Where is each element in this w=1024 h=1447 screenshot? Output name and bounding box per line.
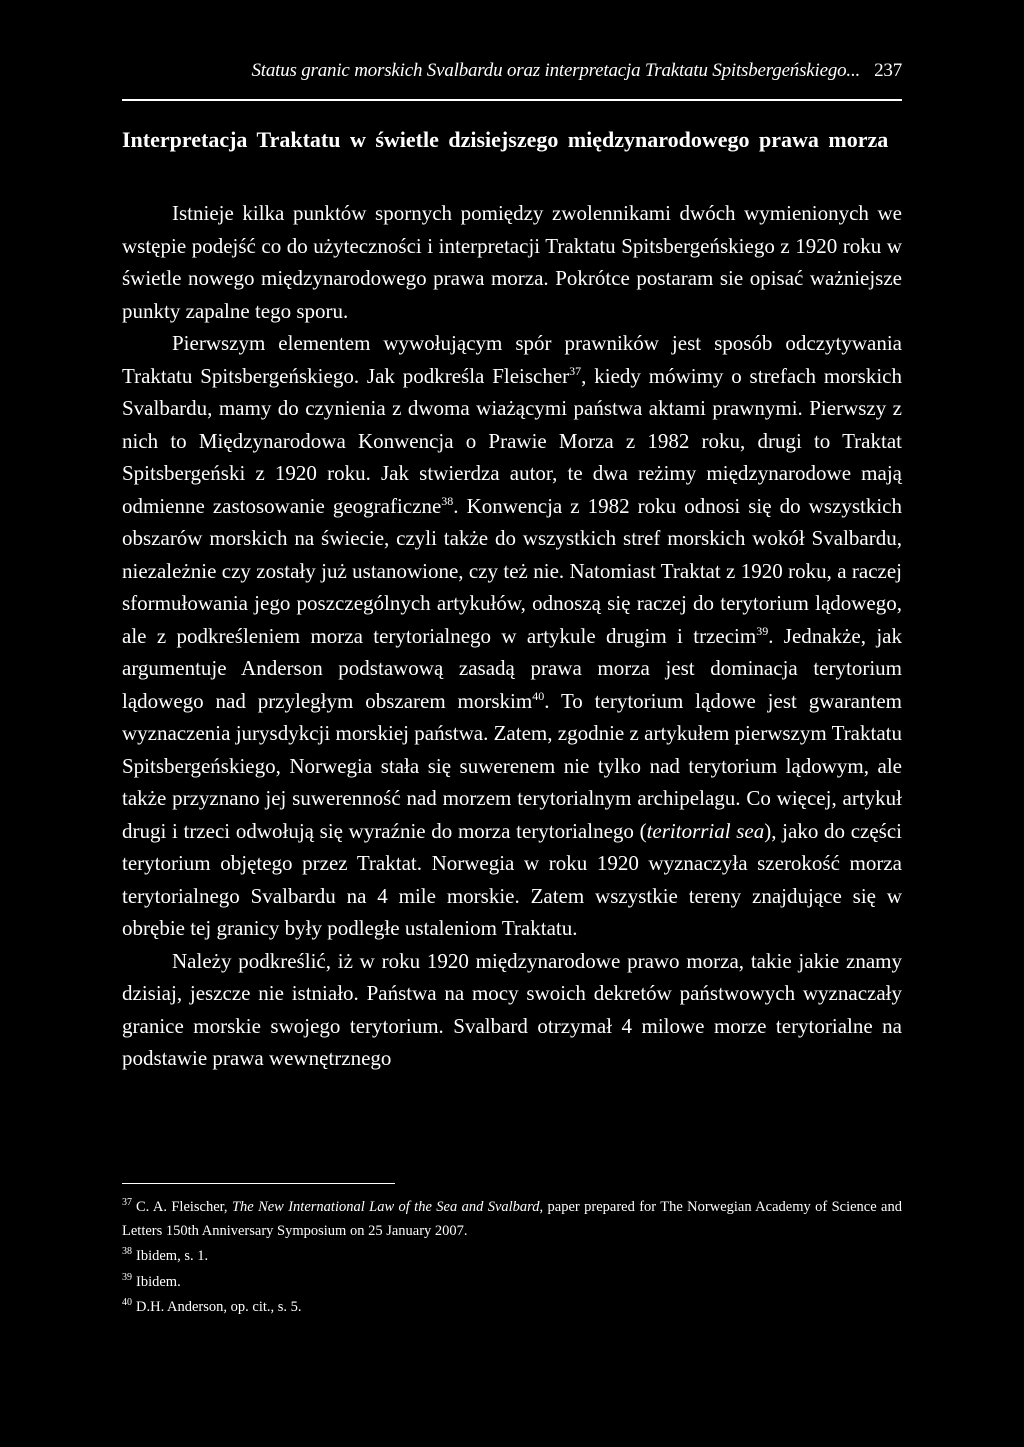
footnote-text: C. A. Fleischer, bbox=[136, 1199, 232, 1215]
footnote bbox=[122, 1245, 902, 1269]
footnote-number: 39 bbox=[122, 1271, 132, 1283]
footnote-text: Ibidem. bbox=[136, 1273, 181, 1290]
footnote-ref[interactable]: 38 bbox=[441, 493, 454, 508]
paragraph-text: . Konwencja z 1982 roku odnosi się do wszystkich obszarów morskich na świecie, czyli także do wszystkich stref morskich wokół Svalbardu, niezależnie czy zostały już ustanowione, czy też nie. Natomiast Traktat z 1920 roku, a raczej sformułowania jego poszczególnych artykułów, odnoszą się raczej do terytorium lądowego, ale z podkreśleniem morza terytorialnego w artykule drugim i trzecim bbox=[122, 493, 902, 648]
running-title: Status granic morskich Svalbardu oraz interpretacja Traktatu Spitsbergeńskiego... bbox=[251, 60, 861, 81]
footnote-text: Ibidem, s. 1. bbox=[136, 1248, 209, 1264]
paragraph-text: Należy podkreślić, iż w roku 1920 międzynarodowe prawo morza, takie jakie znamy dzisiaj, jeszcze nie istniało. Państwa na mocy swoich dekretów państwowych wyznaczały granice morskie swojego terytorium. Svalbard otrzymał 4 milowe morze terytorialne na podstawie prawa wewnętrznego bbox=[122, 948, 902, 1070]
footnote-number: 40 bbox=[122, 1297, 132, 1309]
footnote-number: 37 bbox=[122, 1197, 132, 1209]
paragraph-text: Pierwszym elementem wywołującym spór prawników jest sposób odczytywania Traktatu Spitsbergeńskiego. Jak podkreśla Fleischer bbox=[122, 331, 902, 388]
italic-term: teritorrial sea bbox=[646, 818, 765, 843]
footnote bbox=[122, 1271, 902, 1295]
paragraph-text: . Jednakże, jak argumentuje Anderson podstawową zasadą prawa morza jest dominacja terytorium lądowego nad przyległym obszarem morskim bbox=[122, 623, 902, 713]
header-rule bbox=[122, 99, 902, 101]
footnote-rule bbox=[122, 1183, 395, 1184]
footnote-text: D.H. Anderson, op. cit., s. 5. bbox=[136, 1299, 302, 1315]
paragraph bbox=[122, 945, 902, 1075]
body-text bbox=[122, 197, 902, 1075]
footnote bbox=[122, 1196, 902, 1243]
paragraph bbox=[122, 197, 902, 327]
page-number: 237 bbox=[874, 60, 902, 81]
footnotes bbox=[122, 1196, 902, 1322]
footnote-ref[interactable]: 40 bbox=[532, 688, 545, 703]
footnote bbox=[122, 1296, 902, 1320]
footnote-ref[interactable]: 37 bbox=[569, 363, 582, 378]
footnote-number: 38 bbox=[122, 1246, 132, 1258]
paragraph bbox=[122, 327, 902, 945]
section-title: Interpretacja Traktatu w świetle dzisiejszego międzynarodowego prawa morza bbox=[122, 127, 889, 152]
paragraph-text: ), jako do części terytorium objętego przez Traktat. Norwegia w roku 1920 wyznaczyła szerokość morza terytorialnego Svalbardu na 4 mile morskie. Zatem wszystkie tereny znajdujące się w obrębie tej granicy były podległe ustaleniom Traktatu. bbox=[122, 818, 902, 940]
footnote-text: , paper prepared for The Norwegian Academy of Science and Letters 150th Anniversary Symposium on 25 January 2007. bbox=[122, 1199, 902, 1239]
paragraph-text: , kiedy mówimy o strefach morskich Svalbardu, mamy do czynienia z dwoma wiażącymi państwa aktami prawnymi. Pierwszy z nich to Międzynarodowa Konwencja o Prawie Morza z 1982 roku, drugi to Traktat Spitsbergeński z 1920 roku. Jak stwierdza autor, te dwa reżimy międzynarodowe mają odmienne zastosowanie geograficzne bbox=[122, 363, 902, 518]
paragraph-text: Istnieje kilka punktów spornych pomiędzy zwolennikami dwóch wymienionych we wstępie podejść co do użyteczności i interpretacji Traktatu Spitsbergeńskiego z 1920 roku w świetle nowego międzynarodowego prawa morza. Pokrótce postaram sie opisać ważniejsze punkty zapalne tego sporu. bbox=[122, 201, 902, 323]
footnote-title: The New International Law of the Sea and Svalbard bbox=[231, 1199, 540, 1215]
footnote-ref[interactable]: 39 bbox=[756, 623, 769, 638]
running-header bbox=[122, 60, 902, 82]
paragraph-text: . To terytorium lądowe jest gwarantem wyznaczenia jurysdykcji morskiej państwa. Zatem, zgodnie z artykułem pierwszym Traktatu Spitsbergeńskiego, Norwegia stała się suwerenem nie tylko nad terytorium lądowym, ale także przyznano jej suwerenność nad morzem terytorialnym archipelagu. Co więcej, artykuł drugi i trzeci odwołują się wyraźnie do morza terytorialnego ( bbox=[122, 688, 902, 843]
